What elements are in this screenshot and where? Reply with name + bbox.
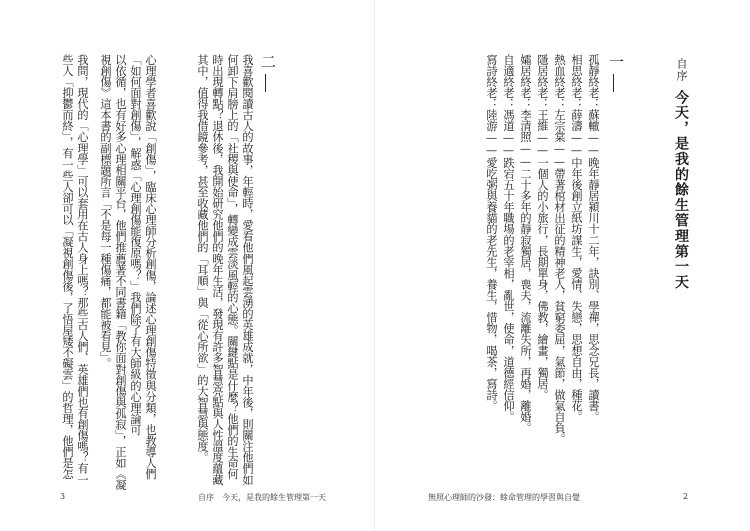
body-column: 以依循，也有好多心理相關平台，他們推薦著不同書籍「教你面對創傷與孤寂」，正如《凝 <box>114 54 127 491</box>
body-column: 其中，值得我借鏡參考，甚至收藏他們的「耳順」與「從心所欲」的大智慧與態度。 <box>196 54 209 463</box>
body-column: 相思終老：薛濤——中年後創立紙坊謀生，愛情、失戀，思想自由，種花。 <box>570 54 583 423</box>
body-column: 熱血終老：左宗棠——帶著棺材出征的精神老人，貧窮委屈，氣節，做氣自負。 <box>553 54 566 445</box>
body-column: 些人「抑鬱而終」，有一些人卻可以「凝視創傷後，了悟屋矮不礙雲」的哲理，他們是怎 <box>61 54 74 480</box>
section-rule <box>613 74 614 92</box>
body-column: 自適終老：馮道——跌宕五十年職場的老宰相，亂世，使命，道德經信仰。 <box>502 54 515 423</box>
running-footer: 無照心理師的沙發：餘命管理的學習與自覺 <box>428 493 580 502</box>
body-column: 我喜歡閱讀古人的故事，年輕時，愛看他們風起雲湧的英雄成就，中年後，則關注他們如 <box>241 54 254 485</box>
section-rule <box>265 74 266 92</box>
body-column: 孤靜終老：蘇轍——晚年靜居潁川十二年，訣別、學禪，思念兄長，讀書。 <box>587 54 600 423</box>
body-column: 何卸下肩膀上的「社稷與使命」，轉變成雲淡風輕的心態。關鍵點是什麼？他們的生命何 <box>226 54 239 480</box>
body-column: 孀居終老：李清照——二十多年的靜寂獨居，喪夫，流離失所，再婚，離婚。 <box>519 54 532 434</box>
page-number: 3 <box>60 492 66 501</box>
body-column: 寫詩終老：陸游——愛吃粥與養貓的老先生，養生，惜物，喝茶，寫詩。 <box>485 54 498 412</box>
body-column: 時出現轉點？退休後，我開始研究他們的晚年生活，發現有許多智慧亮點與人性溫度蘊藏 <box>211 54 224 485</box>
body-column: 心理學者喜歡說「創傷」，臨床心理師分析創傷，論述心理創傷特徵與分類，也教導人們 <box>144 54 157 480</box>
right-page <box>375 0 750 531</box>
body-column: 視創傷》這本書的副標題所言「不是每一種傷痛，都能被看見」。 <box>99 54 112 369</box>
section-number-two: 二 <box>259 54 277 69</box>
body-column: 我問，現代的「心理學」可以套用在古人身上嗎？那些古人們、英雄們也有創傷嗎？有一 <box>76 54 89 485</box>
body-column: 「如何面對創傷」，解惑「心理創傷能復原嗎？」我們除了有大師級的心理論可 <box>129 54 142 436</box>
body-column: 隱居終老：王維——一個人的小旅行，長期單身，佛教，繪畫，獨居。 <box>536 54 549 401</box>
title-prefix: 自序 <box>675 58 688 82</box>
chapter-title: 今天，是我的餘生管理第一天 <box>673 90 689 291</box>
section-number-one: 一 <box>607 54 625 69</box>
page-number: 2 <box>683 492 689 501</box>
running-footer: 自序 今天，是我的餘生管理第一天 <box>198 493 326 502</box>
